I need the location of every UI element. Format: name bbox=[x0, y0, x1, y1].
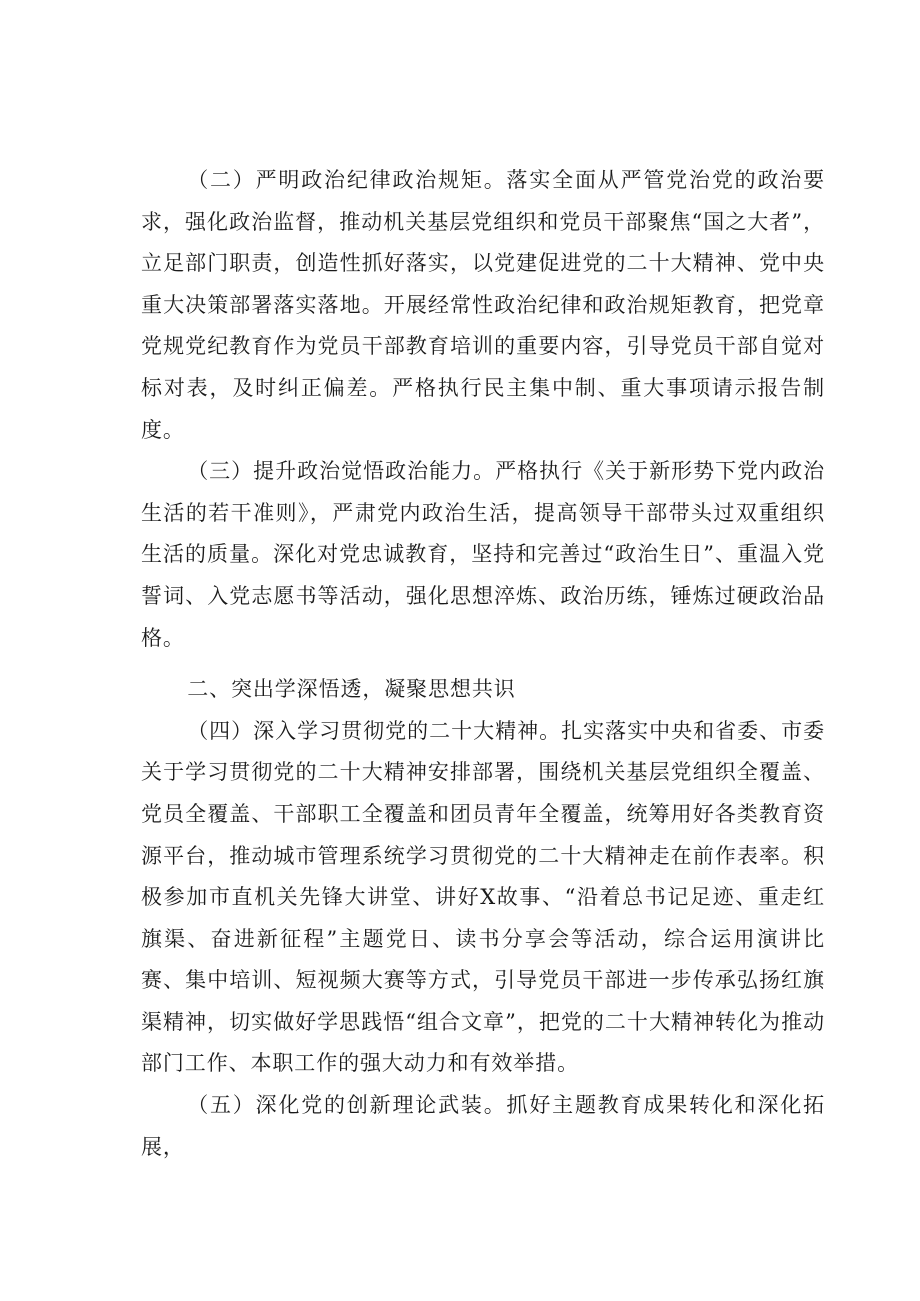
document-body bbox=[141, 160, 825, 1168]
paragraph-study-twentieth-congress: （四）深入学习贯彻党的二十大精神。扎实落实中央和省委、市委关于学习贯彻党的二十大精神安排部署，围绕机关基层党组织全覆盖、党员全覆盖、干部职工全覆盖和团员青年全覆盖，统筹用好各类教育资源平台，推动城市管理系统学习贯彻党的二十大精神走在前作表率。积极参加市直机关先锋大讲堂、讲好X故事、“沿着总书记足迹、重走红旗渠、奋进新征程”主题党日、读书分享会等活动，综合运用演讲比赛、集中培训、短视频大赛等方式，引导党员干部进一步传承弘扬红旗渠精神，切实做好学思践悟“组合文章”，把党的二十大精神转化为推动部门工作、本职工作的强大动力和有效举措。 bbox=[141, 718, 825, 1076]
paragraph-political-awareness: （三）提升政治觉悟政治能力。严格执行《关于新形势下党内政治生活的若干准则》，严肃党内政治生活，提高领导干部带头过双重组织生活的质量。深化对党忠诚教育，坚持和完善过“政治生日”、重温入党誓词、入党志愿书等活动，强化思想淬炼、政治历练，锤炼过硬政治品格。 bbox=[141, 459, 825, 650]
paragraph-political-discipline: （二）严明政治纪律政治规矩。落实全面从严管党治党的政治要求，强化政治监督，推动机关基层党组织和党员干部聚焦“国之大者”，立足部门职责，创造性抓好落实，以党建促进党的二十大精神、党中央重大决策部署落实落地。开展经常性政治纪律和政治规矩教育，把党章党规党纪教育作为党员干部教育培训的重要内容，引导党员干部自觉对标对表，及时纠正偏差。严格执行民主集中制、重大事项请示报告制度。 bbox=[141, 168, 825, 442]
paragraph-theory-armament: （五）深化党的创新理论武装。抓好主题教育成果转化和深化拓展， bbox=[141, 1093, 825, 1159]
section-heading-study: 二、突出学深悟透，凝聚思想共识 bbox=[187, 677, 516, 702]
